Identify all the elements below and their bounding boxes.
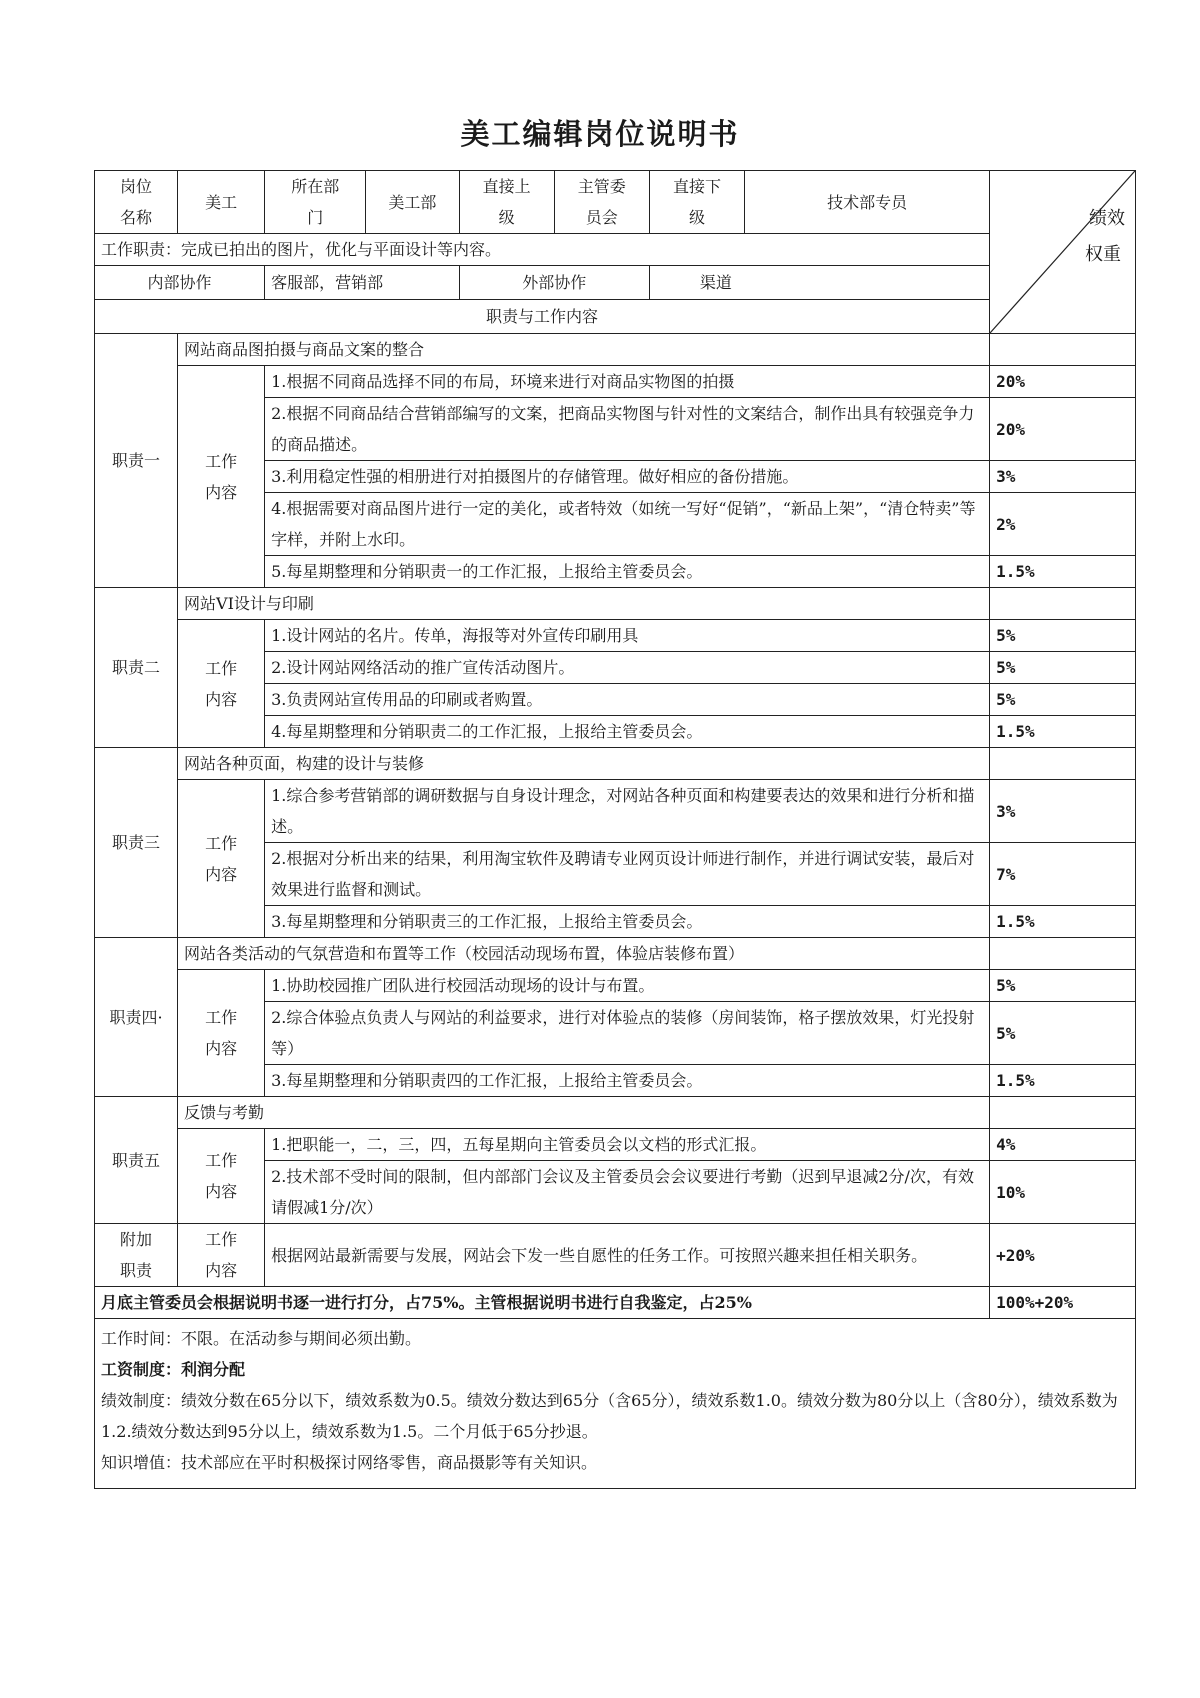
dept-value: 美工部 xyxy=(366,171,459,234)
extra-duty-text: 根据网站最新需要与发展，网站会下发一些自愿性的任务工作。可按照兴趣来担任相关职务。 xyxy=(265,1224,990,1287)
work-content-label: 工作内容 xyxy=(178,1129,265,1224)
work-item-text: 2.根据不同商品结合营销部编写的文案，把商品实物图与针对性的文案结合，制作出具有较强竞争力的商品描述。 xyxy=(265,398,990,461)
salary-system: 工资制度：利润分配 xyxy=(101,1360,246,1379)
duty-topic: 网站各类活动的气氛营造和布置等工作（校园活动现场布置，体验店装修布置） xyxy=(178,938,990,970)
work-item-weight: 10% xyxy=(990,1161,1136,1224)
work-content-label: 工作内容 xyxy=(178,620,265,748)
extra-work-label: 工作内容 xyxy=(178,1224,265,1287)
work-item-weight: 3% xyxy=(990,461,1136,493)
external-collab-label: 外部协作 xyxy=(459,266,649,300)
duty-topic: 网站各种页面，构建的设计与装修 xyxy=(178,748,990,780)
post-value: 美工 xyxy=(178,171,265,234)
internal-collab-value: 客服部，营销部 xyxy=(265,266,459,300)
scoring-rule: 月底主管委员会根据说明书逐一进行打分，占75%。主管根据说明书进行自我鉴定，占25% xyxy=(95,1287,990,1319)
footer-notes xyxy=(95,1319,1136,1489)
subordinate-value: 技术部专员 xyxy=(745,171,990,234)
duty-name: 职责二 xyxy=(95,588,178,748)
extra-duty-weight: +20% xyxy=(990,1224,1136,1287)
duty-topic: 网站VI设计与印刷 xyxy=(178,588,990,620)
work-item-weight: 3% xyxy=(990,780,1136,843)
work-item-weight: 1.5% xyxy=(990,716,1136,748)
work-item-text: 3.负责网站宣传用品的印刷或者购置。 xyxy=(265,684,990,716)
duty-name: 职责一 xyxy=(95,334,178,588)
work-content-label: 工作内容 xyxy=(178,780,265,938)
work-item-weight: 1.5% xyxy=(990,1065,1136,1097)
work-item-text: 1.设计网站的名片。传单，海报等对外宣传印刷用具 xyxy=(265,620,990,652)
internal-collab-label: 内部协作 xyxy=(95,266,265,300)
work-item-weight: 5% xyxy=(990,970,1136,1002)
work-item-weight: 5% xyxy=(990,684,1136,716)
work-item-weight: 5% xyxy=(990,620,1136,652)
work-item-weight: 20% xyxy=(990,366,1136,398)
work-item-weight: 1.5% xyxy=(990,906,1136,938)
work-item-text: 3.每星期整理和分销职责三的工作汇报，上报给主管委员会。 xyxy=(265,906,990,938)
weight-label-1: 绩效 xyxy=(1089,208,1125,229)
post-label: 岗位名称 xyxy=(95,171,178,234)
work-item-weight: 20% xyxy=(990,398,1136,461)
work-item-weight: 2% xyxy=(990,493,1136,556)
total-weight: 100%+20% xyxy=(990,1287,1136,1319)
work-item-weight: 5% xyxy=(990,1002,1136,1065)
duty-topic-weight xyxy=(990,938,1136,970)
work-item-text: 3.每星期整理和分销职责四的工作汇报，上报给主管委员会。 xyxy=(265,1065,990,1097)
work-item-text: 1.根据不同商品选择不同的布局，环境来进行对商品实物图的拍摄 xyxy=(265,366,990,398)
extra-duty-name: 附加职责 xyxy=(95,1224,178,1287)
work-item-text: 2.综合体验点负责人与网站的利益要求，进行对体验点的装修（房间装饰，格子摆放效果，灯光投射等） xyxy=(265,1002,990,1065)
knowledge-growth: 知识增值：技术部应在平时积极探讨网络零售，商品摄影等有关知识。 xyxy=(101,1453,598,1472)
work-item-text: 5.每星期整理和分销职责一的工作汇报，上报给主管委员会。 xyxy=(265,556,990,588)
duty-topic: 反馈与考勤 xyxy=(178,1097,990,1129)
work-item-text: 1.把职能一，二，三，四，五每星期向主管委员会以文档的形式汇报。 xyxy=(265,1129,990,1161)
work-item-text: 2.设计网站网络活动的推广宣传活动图片。 xyxy=(265,652,990,684)
duty-name: 职责五 xyxy=(95,1097,178,1224)
work-item-text: 4.根据需要对商品图片进行一定的美化，或者特效（如统一写好“促销”，“新品上架”，“清仓特卖”等字样，并附上水印。 xyxy=(265,493,990,556)
job-description-table xyxy=(94,170,1136,1489)
weight-header-cell xyxy=(990,171,1136,334)
work-item-text: 2.技术部不受时间的限制，但内部部门会议及主管委员会会议要进行考勤（迟到早退减2分/次，有效请假减1分/次） xyxy=(265,1161,990,1224)
subordinate-label: 直接下级 xyxy=(649,171,744,234)
duty-name: 职责三 xyxy=(95,748,178,938)
work-content-label: 工作内容 xyxy=(178,366,265,588)
work-content-label: 工作内容 xyxy=(178,970,265,1097)
external-collab-value: 渠道 xyxy=(649,266,989,300)
duty-topic-weight xyxy=(990,588,1136,620)
work-item-weight: 5% xyxy=(990,652,1136,684)
work-item-weight: 7% xyxy=(990,843,1136,906)
work-item-weight: 1.5% xyxy=(990,556,1136,588)
superior-label: 直接上级 xyxy=(459,171,554,234)
duty-name: 职责四· xyxy=(95,938,178,1097)
performance-system: 绩效制度：绩效分数在65分以下，绩效系数为0.5。绩效分数达到65分（含65分），绩效系数1.0。绩效分数为80分以上（含80分），绩效系数为1.2.绩效分数达到95分以上，绩效系数为1.5。二个月低于65分抄退。 xyxy=(101,1391,1118,1441)
work-item-text: 1.综合参考营销部的调研数据与自身设计理念，对网站各种页面和构建要表达的效果和进行分析和描述。 xyxy=(265,780,990,843)
duty-topic-weight xyxy=(990,748,1136,780)
weight-label-2: 权重 xyxy=(1085,244,1121,265)
duty-summary: 工作职责：完成已拍出的图片，优化与平面设计等内容。 xyxy=(95,234,990,266)
work-item-text: 2.根据对分析出来的结果，利用淘宝软件及聘请专业网页设计师进行制作，并进行调试安装，最后对效果进行监督和测试。 xyxy=(265,843,990,906)
duty-topic-weight xyxy=(990,334,1136,366)
work-item-text: 1.协助校园推广团队进行校园活动现场的设计与布置。 xyxy=(265,970,990,1002)
duty-topic-weight xyxy=(990,1097,1136,1129)
work-item-text: 3.利用稳定性强的相册进行对拍摄图片的存储管理。做好相应的备份措施。 xyxy=(265,461,990,493)
work-time: 工作时间：不限。在活动参与期间必须出勤。 xyxy=(101,1329,422,1348)
page-title: 美工编辑岗位说明书 xyxy=(460,117,740,151)
duty-topic: 网站商品图拍摄与商品文案的整合 xyxy=(178,334,990,366)
work-item-weight: 4% xyxy=(990,1129,1136,1161)
superior-value: 主管委员会 xyxy=(554,171,649,234)
dept-label: 所在部门 xyxy=(265,171,366,234)
work-item-text: 4.每星期整理和分销职责二的工作汇报，上报给主管委员会。 xyxy=(265,716,990,748)
section-header: 职责与工作内容 xyxy=(95,300,990,334)
